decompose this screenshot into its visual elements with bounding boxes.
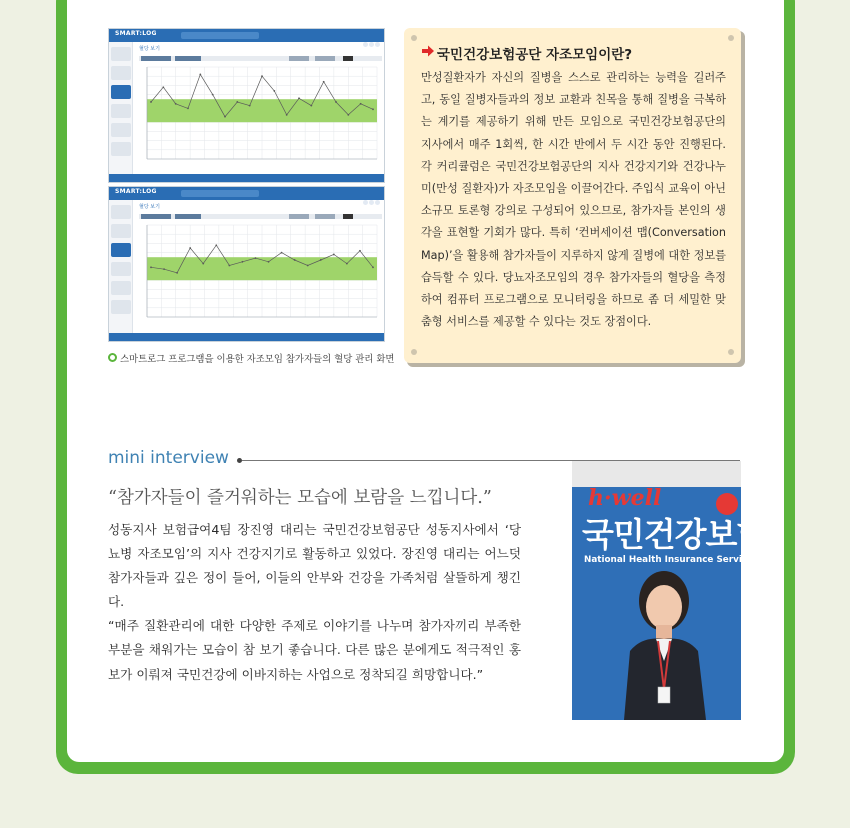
data-point bbox=[298, 97, 300, 99]
app-header-bar bbox=[109, 187, 384, 200]
data-point bbox=[347, 114, 349, 116]
pin-icon bbox=[728, 35, 734, 41]
photo-brand: h·well bbox=[588, 485, 662, 511]
info-box-body: 만성질환자가 자신의 질병을 스스로 관리하는 능력을 길러주고, 동일 질병자들과의 정보 교환과 친목을 통해 질병을 극복하는 계기를 제공하기 위해 만든 모임으로 국민건강보험공단의 지사에서 매주 1회씩, 한 시간 반에서 두 시간 동안 진행된다. 각 커리큘럼은 국민건강보험공단의 지사 건강지기와 건강나누미(만성 질환자)가 자조모임을 이끌어간다. 주입식 교육이 아닌 소규모 토론형 강의로 구성되어 있으므로, 참가자들 본인의 생각을 표현할 기회가 많다. 특히 ‘컨버세이션 맵(Conversation Map)’을 활용해 참가자들이 지루하지 않게 질병에 대한 정보를 습득할 수 있다. 당뇨자조모임의 경우 참가자들의 혈당을 측정하여 컴퓨터 프로그램으로 모니터링을 하므로 좀 더 세밀한 맞춤형 서비스를 제공할 수 있다는 것도 장점이다. bbox=[421, 71, 726, 329]
data-point bbox=[323, 81, 325, 83]
window-controls bbox=[362, 190, 380, 196]
data-point bbox=[286, 114, 288, 116]
data-point bbox=[150, 101, 152, 103]
data-point bbox=[163, 268, 165, 270]
pin-icon bbox=[411, 35, 417, 41]
data-point bbox=[346, 263, 348, 265]
data-point bbox=[281, 252, 283, 254]
app-tab bbox=[181, 32, 259, 39]
caption-text: 스마트로그 프로그램을 이용한 자조모임 참가자들의 혈당 관리 화면 bbox=[120, 354, 395, 365]
blood-sugar-chart-1 bbox=[139, 63, 382, 173]
app-footer-bar bbox=[109, 333, 384, 341]
data-point bbox=[175, 103, 177, 105]
interview-body bbox=[108, 518, 521, 687]
pin-icon bbox=[728, 349, 734, 355]
data-point bbox=[333, 254, 335, 256]
data-point bbox=[162, 86, 164, 88]
page-title: 혈당 보기 bbox=[139, 204, 160, 210]
data-point bbox=[273, 90, 275, 92]
target-band bbox=[147, 99, 377, 122]
data-point bbox=[294, 259, 296, 261]
app-logo: SMART:LOG bbox=[115, 188, 157, 195]
info-box-title: 국민건강보험공단 자조모임이란? bbox=[437, 47, 633, 63]
window-controls bbox=[362, 32, 380, 38]
data-point bbox=[224, 116, 226, 118]
interviewee-photo bbox=[572, 461, 768, 720]
data-point bbox=[236, 101, 238, 103]
data-point bbox=[320, 259, 322, 261]
app-header-bar bbox=[109, 29, 384, 42]
data-point bbox=[242, 261, 244, 263]
data-point bbox=[372, 266, 374, 268]
photo-sign-en: National Health Insurance Service bbox=[584, 555, 754, 565]
data-point bbox=[261, 75, 263, 77]
data-point bbox=[372, 108, 374, 110]
filter-toolbar bbox=[139, 56, 382, 61]
data-point bbox=[268, 261, 270, 263]
interview-paragraph: “매주 질환관리에 대한 다양한 주제로 이야기를 나누며 참가자끼리 부족한 부분을 채워가는 모습이 참 보기 좋습니다. 다른 많은 분에게도 적극적인 홍보가 이뤄져 국민건강에 이바지하는 사업으로 정착되길 희망합니다.” bbox=[108, 618, 521, 682]
data-point bbox=[255, 257, 257, 259]
data-point bbox=[310, 105, 312, 107]
section-label: mini interview bbox=[108, 448, 229, 468]
data-point bbox=[215, 244, 217, 246]
data-point bbox=[228, 265, 230, 267]
app-tab bbox=[181, 190, 259, 197]
app-sidebar bbox=[109, 42, 133, 174]
data-point bbox=[202, 263, 204, 265]
app-logo: SMART:LOG bbox=[115, 30, 157, 37]
caption-bullet-icon bbox=[108, 353, 117, 362]
data-point bbox=[150, 266, 152, 268]
blood-sugar-chart-2 bbox=[139, 221, 382, 331]
data-point bbox=[359, 250, 361, 252]
image-caption bbox=[108, 351, 408, 363]
smartlog-screenshot-2 bbox=[108, 186, 385, 342]
filter-toolbar bbox=[139, 214, 382, 219]
data-point bbox=[187, 108, 189, 110]
pin-icon bbox=[411, 349, 417, 355]
app-sidebar bbox=[109, 200, 133, 333]
photo-sign: 국민건강보험 bbox=[582, 515, 768, 554]
interview-paragraph: 성동지사 보험급여4팀 장진영 대리는 국민건강보험공단 성동지사에서 ‘당뇨병 자조모임’의 지사 건강지기로 활동하고 있었다. 장진영 대리는 어느덧 참가자들과 깊은 정이 들어, 이들의 안부와 건강을 가족처럼 살뜰하게 챙긴다. bbox=[108, 522, 521, 610]
data-point bbox=[360, 103, 362, 105]
data-point bbox=[335, 101, 337, 103]
data-point bbox=[199, 73, 201, 75]
data-point bbox=[249, 105, 251, 107]
person-figure bbox=[572, 461, 741, 720]
data-point bbox=[176, 272, 178, 274]
app-footer-bar bbox=[109, 174, 384, 182]
interview-quote: “참가자들이 즐거워하는 모습에 보람을 느낍니다.” bbox=[108, 488, 492, 508]
data-point bbox=[307, 265, 309, 267]
data-point bbox=[189, 247, 191, 249]
page-title: 혈당 보기 bbox=[139, 46, 160, 52]
data-point bbox=[212, 94, 214, 96]
smartlog-screenshot-1 bbox=[108, 28, 385, 183]
